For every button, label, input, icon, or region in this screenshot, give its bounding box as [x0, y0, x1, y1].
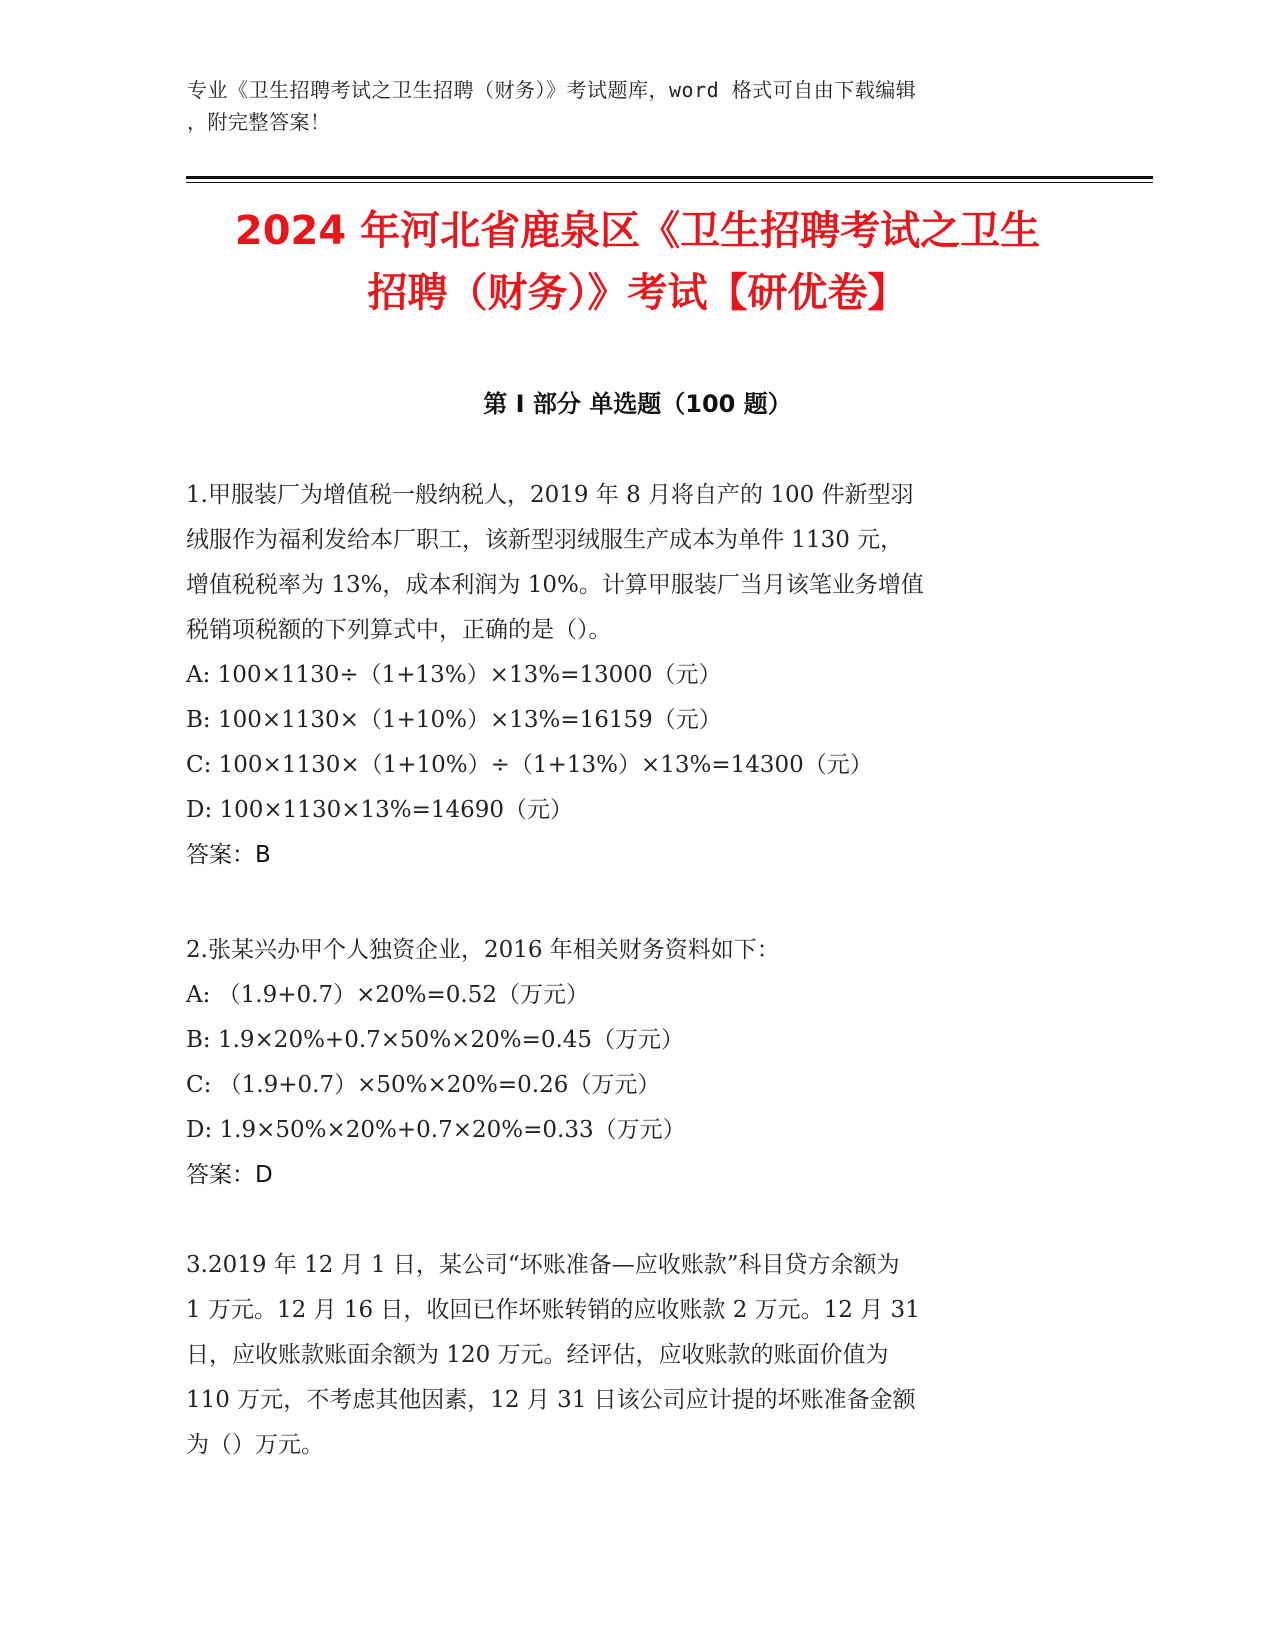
answer: 答案：D: [186, 1162, 273, 1188]
option-d: D: 100×1130×13%=14690（元）: [186, 797, 574, 823]
question-stem-line: 绒服作为福利发给本厂职工，该新型羽绒服生产成本为单件 1130 元，: [186, 527, 904, 553]
question-stem-line: 税销项税额的下列算式中，正确的是（）。: [186, 617, 612, 643]
option-b: B: 1.9×20%+0.7×50%×20%=0.45（万元）: [186, 1027, 685, 1053]
option-c: C: （1.9+0.7）×50%×20%=0.26（万元）: [186, 1072, 661, 1098]
option-c: C: 100×1130×（1+10%）÷（1+13%）×13%=14300（元）: [186, 752, 873, 778]
question-stem-line: 日，应收账款账面余额为 120 万元。经评估，应收账款的账面价值为: [186, 1342, 889, 1368]
question-stem-line: 为（）万元。: [186, 1432, 324, 1458]
option-a: A: （1.9+0.7）×20%=0.52（万元）: [186, 982, 589, 1008]
question-stem-line: 110 万元，不考虑其他因素，12 月 31 日该公司应计提的坏账准备金额: [186, 1387, 916, 1413]
question-1: [186, 473, 1076, 878]
header-rule-thin: [186, 182, 1153, 183]
question-3: [186, 1243, 1076, 1468]
header-note: [187, 74, 1067, 138]
question-stem-line: 1 万元。12 月 16 日，收回已作坏账转销的应收账款 2 万元。12 月 31: [186, 1297, 920, 1323]
question-stem-line: 1.甲服装厂为增值税一般纳税人，2019 年 8 月将自产的 100 件新型羽: [186, 482, 914, 508]
title-line-1: 2024 年河北省鹿泉区《卫生招聘考试之卫生: [234, 208, 1041, 254]
title-line-2: 招聘（财务）》考试【研优卷】: [367, 270, 908, 316]
answer: 答案：B: [186, 842, 271, 868]
question-2: [186, 928, 1076, 1198]
header-note-line-1: 专业《卫生招聘考试之卫生招聘（财务）》考试题库，word 格式可自由下载编辑: [187, 78, 917, 102]
option-a: A: 100×1130÷（1+13%）×13%=13000（元）: [186, 662, 722, 688]
document-title: [150, 200, 1125, 324]
option-b: B: 100×1130×（1+10%）×13%=16159（元）: [186, 707, 722, 733]
question-stem-line: 增值税税率为 13%，成本利润为 10%。计算甲服装厂当月该笔业务增值: [186, 572, 924, 598]
section-heading: 第 I 部分 单选题（100 题）: [483, 390, 792, 418]
option-d: D: 1.9×50%×20%+0.7×20%=0.33（万元）: [186, 1117, 686, 1143]
question-stem-line: 2.张某兴办甲个人独资企业，2016 年相关财务资料如下：: [186, 937, 780, 963]
header-rule-thick: [186, 176, 1153, 179]
header-note-line-2: ，附完整答案！: [187, 110, 331, 134]
question-stem-line: 3.2019 年 12 月 1 日，某公司“坏账准备—应收账款”科目贷方余额为: [186, 1252, 900, 1278]
